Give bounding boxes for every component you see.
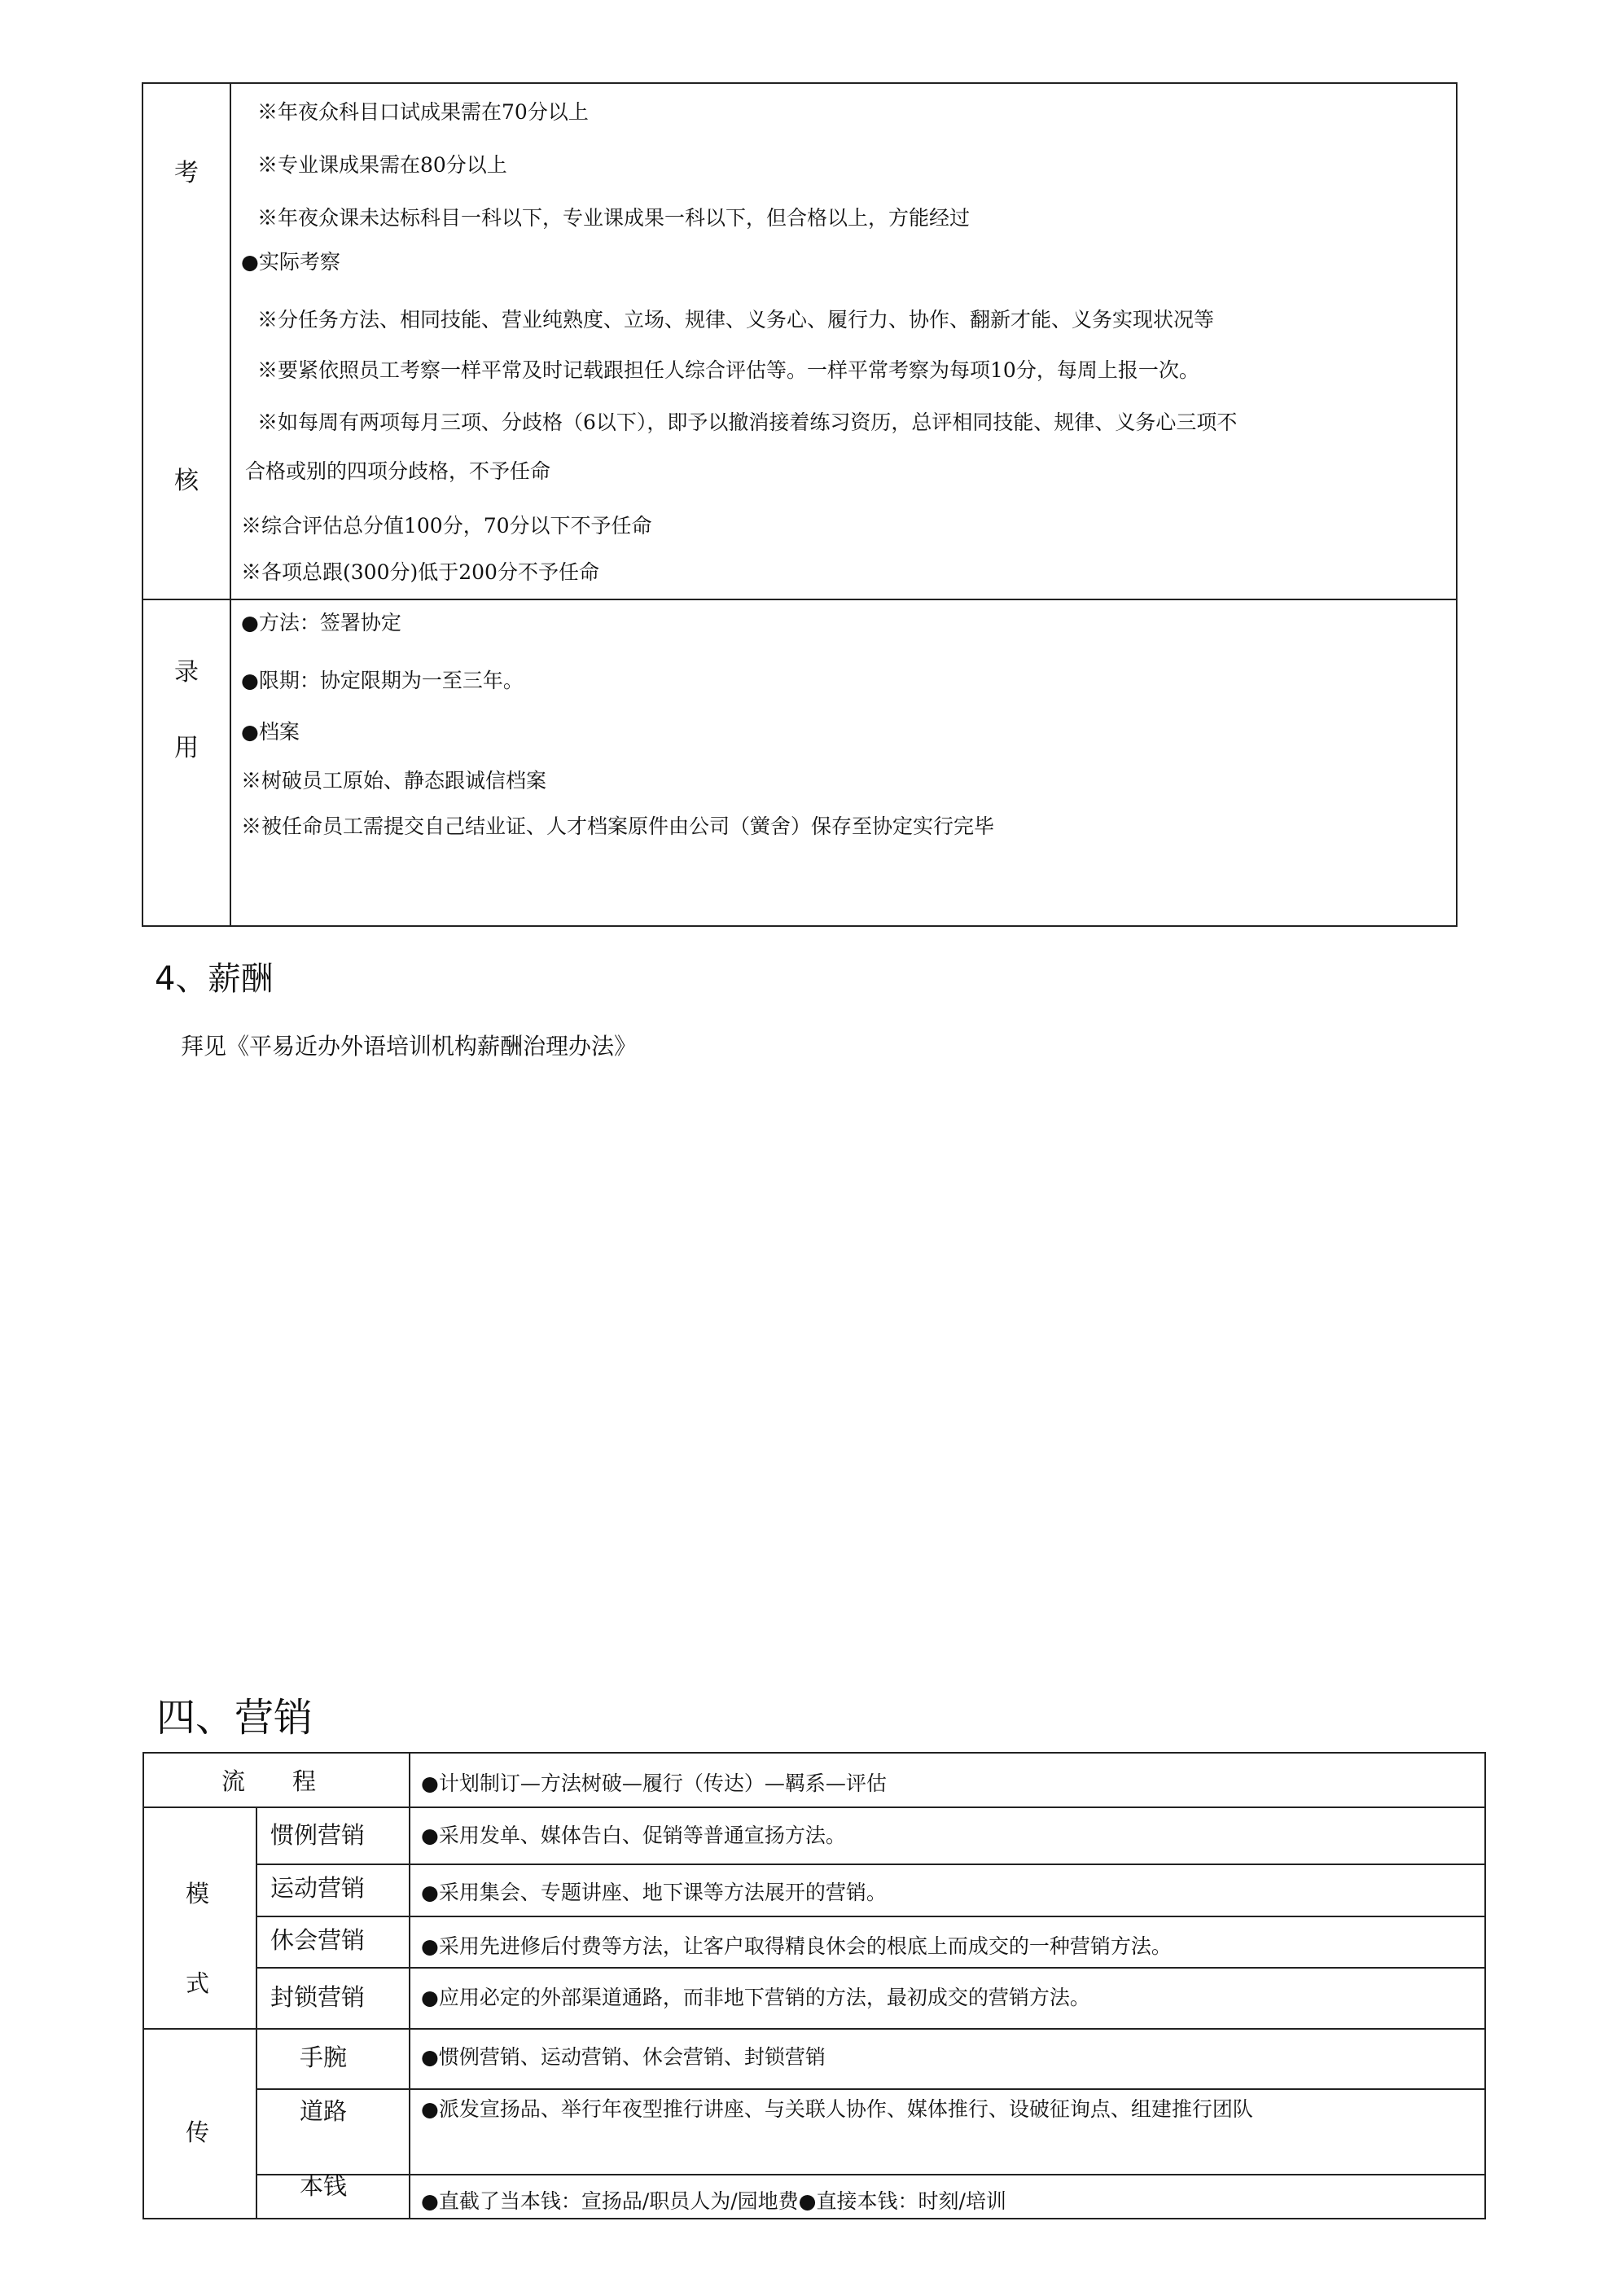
mode-name: 惯例营销 xyxy=(270,1821,366,1849)
mode-name: 运动营销 xyxy=(270,1874,366,1902)
mode-label-2: 式 xyxy=(186,1969,210,1997)
salary-text: 拜见《平易近办外语培训机构薪酬治理办法》 xyxy=(181,1033,638,1060)
kaohe-line: 合格或别的四项分歧格，不予任命 xyxy=(245,459,551,483)
label-kao: 考 xyxy=(174,159,199,187)
row-divider xyxy=(256,1967,1486,1969)
chuan-label: 传 xyxy=(186,2118,210,2146)
salary-heading: 4、薪酬 xyxy=(155,960,274,998)
mode-text: ●采用发单、媒体告白、促销等普通宣扬方法。 xyxy=(421,1824,846,1847)
flow-text: ●计划制订—方法树破—履行（传达）—羁系—评估 xyxy=(421,1771,887,1795)
row-divider xyxy=(144,2028,1484,2030)
row-divider xyxy=(256,1864,1486,1865)
chuan-text: ●惯例营销、运动营销、休会营销、封锁营销 xyxy=(421,2045,826,2069)
row-divider xyxy=(256,2174,1486,2175)
luyong-line: ※树破员工原始、静态跟诚信档案 xyxy=(241,769,547,792)
luyong-line: ※被任命员工需提交自己结业证、人才档案原件由公司（黉舍）保存至协定实行完毕 xyxy=(241,814,995,838)
mode-label-1: 模 xyxy=(186,1880,210,1907)
row-divider xyxy=(256,1916,1486,1917)
marketing-table xyxy=(142,1752,1486,2219)
mode-text: ●采用集会、专题讲座、地下课等方法展开的营销。 xyxy=(421,1881,887,1904)
kaohe-line: ※专业课成果需在80分以上 xyxy=(257,153,507,177)
kaohe-line: ※如每周有两项每月三项、分歧格（6以下），即予以撤消接着练习资历，总评相同技能、规律、义务心三项不 xyxy=(257,410,1238,434)
label-he: 核 xyxy=(174,467,199,495)
column-divider xyxy=(230,84,231,925)
chuan-name: 手腕 xyxy=(300,2044,348,2071)
mode-text: ●应用必定的外部渠道通路，而非地下营销的方法，最初成交的营销方法。 xyxy=(421,1986,1090,2009)
column-divider xyxy=(256,1808,257,2219)
kaohe-line: ●实际考察 xyxy=(241,250,340,274)
label-yong: 用 xyxy=(174,734,199,762)
kaohe-line: ※年夜众课未达标科目一科以下，专业课成果一科以下，但合格以上，方能经过 xyxy=(257,206,971,230)
chuan-text: ●直截了当本钱：宣扬品/职员人为/园地费●直接本钱：时刻/培训 xyxy=(421,2189,1006,2213)
mode-name: 休会营销 xyxy=(270,1926,366,1954)
flow-label: 流 程 xyxy=(221,1767,317,1795)
mode-name: 封锁营销 xyxy=(270,1983,366,2011)
label-lu: 录 xyxy=(174,658,199,687)
chuan-name: 本钱 xyxy=(300,2172,348,2200)
row-divider xyxy=(256,2088,1486,2090)
chuan-text: ●派发宣扬品、举行年夜型推行讲座、与关联人协作、媒体推行、设破征询点、组建推行团队 xyxy=(421,2097,1253,2121)
kaohe-line: ※各项总跟(300分)低于200分不予任命 xyxy=(241,560,599,584)
luyong-line: ●限期：协定限期为一至三年。 xyxy=(241,669,524,692)
luyong-line: ●档案 xyxy=(241,720,300,744)
row-divider xyxy=(143,599,1456,600)
kaohe-line: ※综合评估总分值100分，70分以下不予任命 xyxy=(241,514,652,538)
marketing-heading: 四、营销 xyxy=(156,1695,313,1741)
mode-text: ●采用先进修后付费等方法，让客户取得精良休会的根底上而成交的一种营销方法。 xyxy=(421,1934,1172,1958)
exam-employment-table xyxy=(142,82,1458,927)
column-divider xyxy=(409,1754,410,2218)
chuan-name: 道路 xyxy=(300,2097,348,2125)
kaohe-line: ※年夜众科目口试成果需在70分以上 xyxy=(257,100,589,124)
luyong-line: ●方法：签署协定 xyxy=(241,611,401,634)
kaohe-line: ※分任务方法、相同技能、营业纯熟度、立场、规律、义务心、履行力、协作、翻新才能、义务实现状况等 xyxy=(257,308,1215,331)
kaohe-line: ※要紧依照员工考察一样平常及时记载跟担任人综合评估等。一样平常考察为每项10分，每周上报一次。 xyxy=(257,358,1199,382)
row-divider xyxy=(144,1807,1484,1808)
